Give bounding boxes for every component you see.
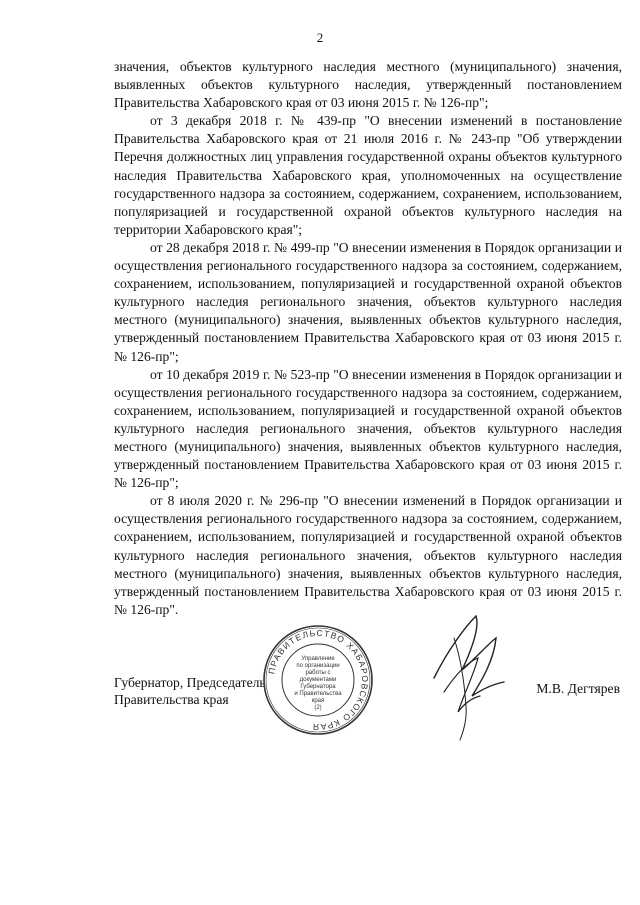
paragraph-continuation: значения, объектов культурного наследия местного (муниципального) значения, выявленных объектов культурного наследия, утвержденный постановлением Правительства Хабаровского края от 03 июня 2015 г. № 126-пр"; bbox=[114, 59, 622, 111]
signature-block bbox=[114, 627, 622, 788]
stamp-inner-text bbox=[290, 656, 346, 712]
document-body bbox=[114, 58, 622, 619]
stamp-line: по организации bbox=[296, 663, 340, 669]
stamp-line: работы с документами bbox=[299, 670, 337, 683]
stamp-line: Губернатора bbox=[300, 684, 336, 690]
signer-name: М.В. Дегтярев bbox=[536, 681, 620, 696]
stamp-line: Управление bbox=[301, 656, 335, 662]
signer-title-line-2: Правительства края bbox=[114, 692, 229, 707]
signer-title-line-1: Губернатор, Председатель bbox=[114, 675, 266, 690]
stamp-line: края bbox=[311, 698, 325, 704]
stamp-line: и Правительства bbox=[294, 691, 342, 697]
stamp-ring-text: ПРАВИТЕЛЬСТВО ХАБАРОВСКОГО КРАЯ bbox=[266, 627, 371, 733]
handwritten-signature bbox=[414, 608, 514, 748]
stamp-line: (2) bbox=[314, 705, 322, 711]
signer-title bbox=[114, 674, 266, 708]
page-number: 2 bbox=[316, 30, 324, 45]
paragraph-resolution-296: от 8 июля 2020 г. № 296-пр "О внесении изменений в Порядок организации и осуществления регионального государственного надзора за состоянием, содержанием, сохранением, использованием, популяризацией и государственной охраной объектов культурного наследия регионального значения, объектов культурного наследия местного (муниципального) значения, выявленных объектов культурного наследия, утвержденный постановлением Правительства Хабаровского края от 03 июня 2015 г. № 126-пр". bbox=[114, 493, 622, 617]
paragraph-resolution-523: от 10 декабря 2019 г. № 523-пр "О внесении изменения в Порядок организации и осуществления регионального государственного надзора за состоянием, содержанием, сохранением, использованием, популяризацией и государственной охраной объектов культурного наследия регионального значения, объектов культурного наследия местного (муниципального) значения, выявленных объектов культурного наследия, утвержденный постановлением Правительства Хабаровского края от 03 июня 2015 г. № 126-пр"; bbox=[114, 366, 622, 491]
paragraph-resolution-439: от 3 декабря 2018 г. № 439-пр "О внесении изменений в постановление Правительства Хабаровского края от 21 июля 2016 г. № 243-пр "Об утверждении Перечня должностных лиц управления государственной охраны объектов культурного наследия Правительства Хабаровского края, уполномоченных на осуществление государственного надзора за состоянием, содержанием, сохранением, использованием, популяризацией и государственной охраной объектов культурного наследия на территории Хабаровского края"; bbox=[114, 113, 622, 237]
paragraph-resolution-499: от 28 декабря 2018 г. № 499-пр "О внесении изменения в Порядок организации и осуществления регионального государственного надзора за состоянием, содержанием, сохранением, использованием, популяризацией и государственной охраной объектов культурного наследия регионального значения, объектов культурного наследия местного (муниципального) значения, выявленных объектов культурного наследия, утвержденный постановлением Правительства Хабаровского края от 03 июня 2015 г. № 126-пр"; bbox=[114, 239, 622, 364]
